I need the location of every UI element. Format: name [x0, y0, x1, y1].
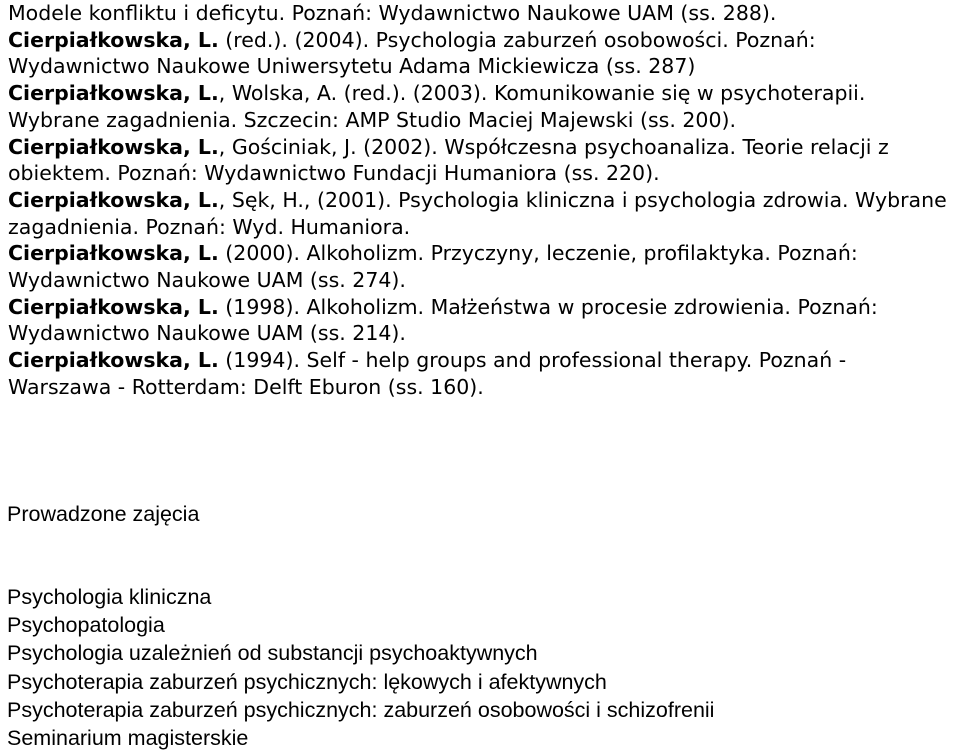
- reference-text: , Wolska, A. (red.). (2003). Komunikowanie się w psychoterapii. Wybrane zagadnienia. Szczecin: AMP Studio Maciej Majewski (ss. 200).: [8, 81, 866, 132]
- course-item: Psychologia uzależnień od substancji psychoaktywnych: [7, 641, 538, 666]
- reference-author: Cierpiałkowska, L.: [8, 27, 219, 52]
- reference-item: [8, 0, 953, 27]
- reference-author: Cierpiałkowska, L.: [8, 241, 219, 266]
- section-heading: Prowadzone zajęcia: [7, 502, 200, 526]
- course-list: [7, 583, 714, 752]
- bibliography-list: [8, 0, 953, 401]
- reference-author: Cierpiałkowska, L.: [8, 187, 219, 212]
- course-item: Psychologia kliniczna: [7, 585, 212, 609]
- reference-author: Cierpiałkowska, L.: [8, 81, 219, 106]
- reference-text: (2000). Alkoholizm. Przyczyny, leczenie, profilaktyka. Poznań: Wydawnictwo Naukowe UAM (ss. 274).: [8, 241, 858, 293]
- reference-item: [8, 347, 953, 400]
- course-item: Psychoterapia zaburzeń psychicznych: lękowych i afektywnych: [7, 669, 607, 694]
- reference-text: (1994). Self - help groups and professional therapy. Poznań - Warszawa - Rotterdam: Delft Eburon (ss. 160).: [8, 348, 847, 399]
- reference-author: Cierpiałkowska, L.: [8, 294, 219, 319]
- reference-author: Cierpiałkowska, L.: [8, 348, 219, 373]
- reference-text: , Sęk, H., (2001). Psychologia kliniczna i psychologia zdrowia. Wybrane zagadnienia. Poznań: Wyd. Humaniora.: [8, 187, 947, 239]
- reference-item: [8, 134, 953, 187]
- reference-text: (1998). Alkoholizm. Małżeństwa w procesie zdrowienia. Poznań: Wydawnictwo Naukowe UAM (ss. 214).: [8, 294, 878, 346]
- course-item: Seminarium magisterskie: [7, 726, 249, 751]
- reference-item: [8, 294, 953, 347]
- reference-text: (red.). (2004). Psychologia zaburzeń osobowości. Poznań: Wydawnictwo Naukowe Uniwersytetu Adama Mickiewicza (ss. 287): [8, 27, 816, 79]
- reference-author: Cierpiałkowska, L.: [8, 134, 219, 159]
- reference-item: [8, 27, 953, 80]
- course-item: Psychopatologia: [7, 613, 165, 638]
- reference-item: [8, 80, 953, 133]
- reference-text: Modele konfliktu i deficytu. Poznań: Wydawnictwo Naukowe UAM (ss. 288).: [8, 1, 777, 25]
- reference-text: , Gościniak, J. (2002). Współczesna psychoanaliza. Teorie relacji z obiektem. Poznań: Wydawnictwo Fundacji Humaniora (ss. 220).: [8, 134, 889, 186]
- course-item: Psychoterapia zaburzeń psychicznych: zaburzeń osobowości i schizofrenii: [7, 697, 715, 722]
- reference-item: [8, 187, 953, 240]
- reference-item: [8, 240, 953, 293]
